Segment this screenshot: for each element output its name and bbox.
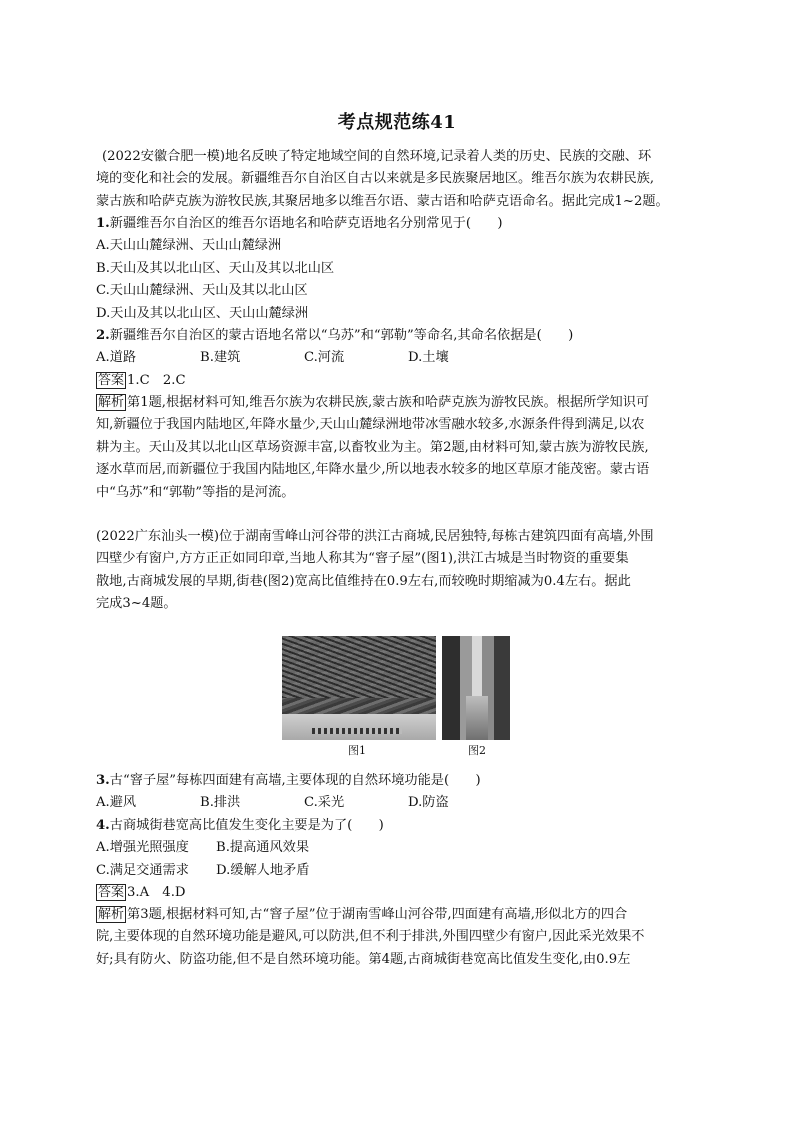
- analysis-line: 耕为主。天山及其以北山区草场资源丰富,以畜牧业为主。第2题,由材料可知,蒙古族为游牧民族,: [96, 439, 649, 455]
- intro-line: 散地,古商城发展的早期,街巷(图2)宽高比值维持在0.9左右,而较晚时期缩减为0.4左右。据此: [96, 573, 631, 589]
- question-stem: [96, 770, 698, 792]
- question-stem: [96, 815, 698, 837]
- options-row: [96, 837, 698, 859]
- analysis-1: [96, 392, 698, 504]
- analysis-line: 好;具有防火、防盗功能,但不是自然环境功能。第4题,古商城街巷宽高比值发生变化,由0.9左: [96, 951, 631, 967]
- page-title: 考点规范练41: [337, 112, 457, 133]
- intro-line: (2022安徽合肥一模)地名反映了特定地域空间的自然环境,记录着人类的历史、民族的交融、环: [102, 149, 652, 164]
- analysis-line: 第3题,根据材料可知,古“窨子屋”位于湖南雪峰山河谷带,四面建有高墙,形似北方的四合: [127, 907, 628, 922]
- intro-line: 四壁少有窗户,方方正正如同印章,当地人称其为“窨子屋”(图1),洪江古城是当时物资的重要集: [96, 551, 629, 567]
- intro-line: 蒙古族和哈萨克族为游牧民族,其聚居地多以维吾尔语、蒙古语和哈萨克语命名。据此完成1~2题。: [96, 193, 669, 209]
- analysis-tag: 解析: [98, 395, 125, 410]
- option-b: B.提高通风效果: [216, 840, 310, 856]
- options-row: [96, 792, 698, 814]
- option-c: C.天山山麓绿洲、天山及其以北山区: [96, 283, 308, 299]
- option-c: C.河流: [304, 350, 345, 366]
- options-row: [96, 860, 698, 882]
- question-text: 古“窨子屋”每栋四面建有高墙,主要体现的自然环境功能是( ): [109, 773, 481, 788]
- figure-2-image-alley: [442, 636, 510, 740]
- question-text: 新疆维吾尔自治区的维吾尔语地名和哈萨克语地名分别常见于( ): [109, 216, 503, 231]
- options-row: [96, 347, 698, 369]
- option-a: A.天山山麓绿洲、天山山麓绿洲: [96, 238, 282, 254]
- intro-line: 完成3~4题。: [96, 596, 177, 612]
- option-a: A.避风: [96, 795, 137, 811]
- analysis-line: 中“乌苏”和“郭勒”等指的是河流。: [96, 484, 295, 500]
- figure-group: [282, 636, 512, 760]
- option-a: A.道路: [96, 350, 137, 366]
- analysis-tag: 解析: [98, 907, 125, 922]
- answer-1: [96, 370, 698, 392]
- answer-tag: 答案: [98, 373, 125, 388]
- option-b: B.建筑: [200, 350, 241, 366]
- option-d: D.土壤: [408, 350, 449, 366]
- question-stem: [96, 213, 698, 235]
- question-4: [96, 815, 698, 882]
- option-d: D.天山及其以北山区、天山山麓绿洲: [96, 305, 309, 321]
- answer-2: [96, 882, 698, 904]
- option-c: C.满足交通需求: [96, 862, 189, 878]
- question-number: 4.: [96, 818, 110, 833]
- analysis-2: [96, 904, 698, 971]
- figure-1-caption: 图1: [348, 744, 366, 757]
- question-text: 古商城街巷宽高比值发生变化主要是为了( ): [109, 818, 384, 833]
- material-intro-2: [96, 526, 698, 616]
- intro-line: (2022广东汕头一模)位于湖南雪峰山河谷带的洪江古商城,民居独特,每栋古建筑四面有高墙,外围: [96, 529, 654, 544]
- option-d: D.防盗: [408, 795, 449, 811]
- question-3: [96, 770, 698, 815]
- analysis-line: 逐水草而居,而新疆位于我国内陆地区,年降水量少,所以地表水较多的地区草原才能茂密。蒙古语: [96, 462, 650, 478]
- question-text: 新疆维吾尔自治区的蒙古语地名常以“乌苏”和“郭勒”等命名,其命名依据是( ): [109, 328, 574, 343]
- figure-2-caption: 图2: [468, 744, 486, 757]
- option-a: A.增强光照强度: [96, 840, 189, 856]
- answer-tag: 答案: [98, 885, 125, 900]
- answer-text: 3.A 4.D: [127, 885, 186, 900]
- intro-line: 境的变化和社会的发展。新疆维吾尔自治区自古以来就是多民族聚居地区。维吾尔族为农耕民族,: [96, 171, 655, 187]
- question-2: [96, 325, 698, 370]
- material-intro-1: [96, 146, 698, 213]
- analysis-line: 院,主要体现的自然环境功能是避风,可以防洪,但不利于排洪,外围四壁少有窗户,因此采光效果不: [96, 929, 645, 945]
- question-number: 1.: [96, 216, 110, 231]
- analysis-line: 知,新疆位于我国内陆地区,年降水量少,天山山麓绿洲地带冰雪融水较多,水源条件得到满足,以农: [96, 417, 645, 433]
- analysis-line: 第1题,根据材料可知,维吾尔族为农耕民族,蒙古族和哈萨克族为游牧民族。根据所学知识可: [127, 395, 650, 410]
- option-d: D.缓解人地矛盾: [216, 862, 310, 878]
- option-c: C.采光: [304, 795, 345, 811]
- option-b: B.天山及其以北山区、天山及其以北山区: [96, 260, 335, 276]
- answer-text: 1.C 2.C: [127, 373, 186, 388]
- option-b: B.排洪: [200, 795, 241, 811]
- question-stem: [96, 325, 698, 347]
- question-1: [96, 213, 698, 325]
- question-number: 3.: [96, 773, 110, 788]
- figure-1-image-house-roofs: [282, 636, 436, 740]
- question-number: 2.: [96, 328, 110, 343]
